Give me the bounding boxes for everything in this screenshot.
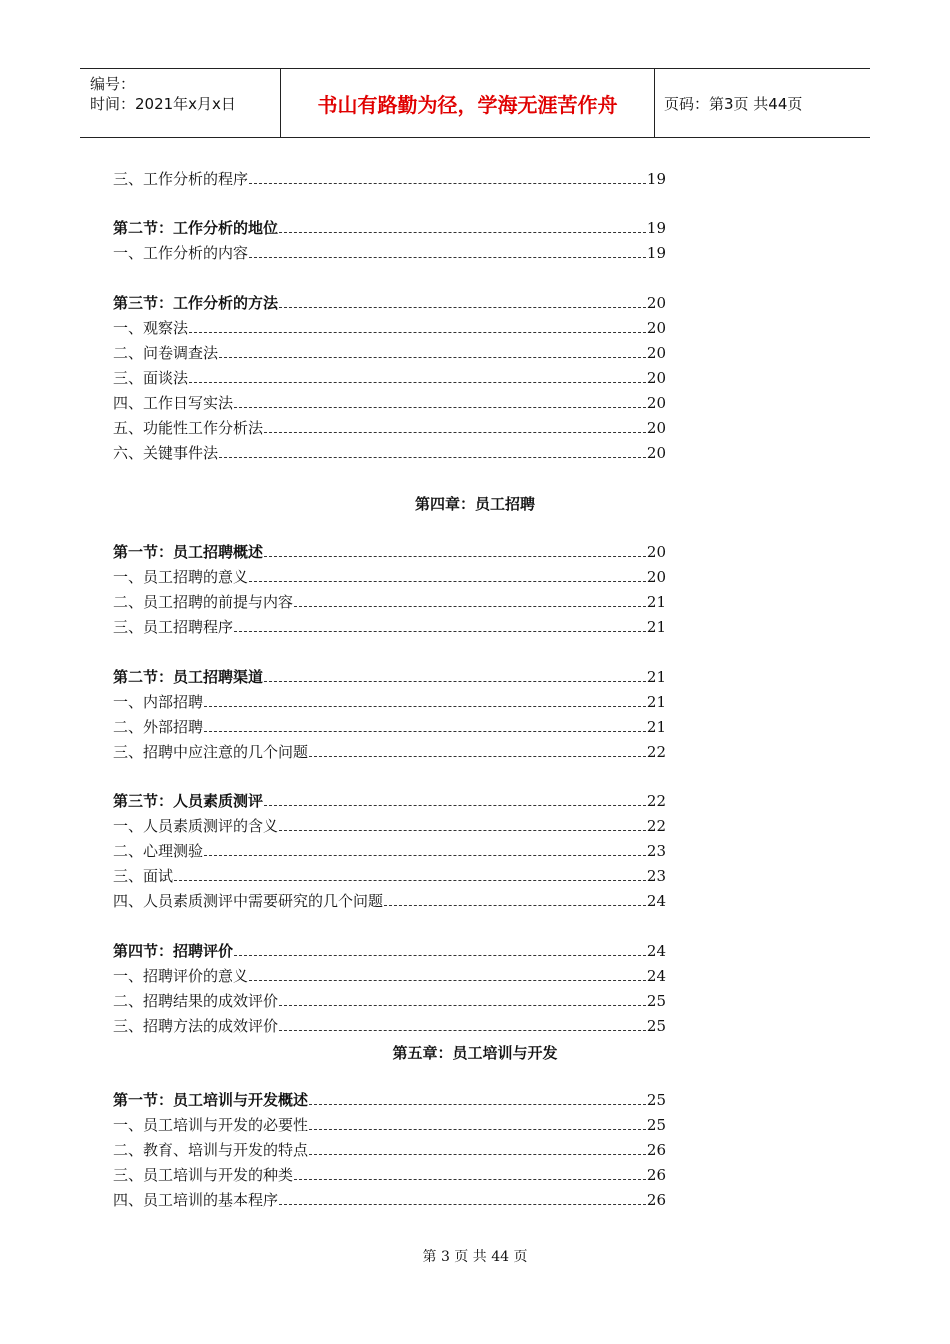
toc-entry-title: 三、面试	[113, 867, 174, 885]
toc-entry-page: 20	[646, 319, 666, 337]
toc-entry-title: 一、人员素质测评的含义	[113, 817, 279, 835]
toc-entry-page: 21	[646, 668, 666, 686]
toc-entry-title: 一、工作分析的内容	[113, 244, 249, 262]
dot-leader	[234, 406, 646, 408]
toc-entry	[113, 342, 666, 364]
toc-entry-page: 21	[646, 618, 666, 636]
toc-entry-page: 19	[646, 219, 666, 237]
dot-leader	[204, 705, 646, 707]
number-label: 编号：	[90, 75, 136, 93]
dot-leader	[264, 431, 646, 433]
toc-entry-page: 20	[646, 369, 666, 387]
toc-entry	[113, 716, 666, 738]
toc-section-entry	[113, 790, 666, 812]
toc-entry-page: 20	[646, 344, 666, 362]
toc-entry-title: 二、教育、培训与开发的特点	[113, 1141, 309, 1159]
toc-entry-page: 22	[646, 817, 666, 835]
toc-entry	[113, 691, 666, 713]
toc-entry-title: 一、内部招聘	[113, 693, 204, 711]
toc-entry-title: 三、员工培训与开发的种类	[113, 1166, 294, 1184]
toc-entry-page: 26	[646, 1166, 666, 1184]
dot-leader	[189, 381, 646, 383]
toc-entry-page: 25	[646, 1017, 666, 1035]
toc-entry-page: 21	[646, 718, 666, 736]
dot-leader	[279, 1029, 646, 1031]
toc-entry-title: 一、观察法	[113, 319, 189, 337]
toc-entry-page: 21	[646, 593, 666, 611]
toc-entry-page: 26	[646, 1141, 666, 1159]
toc-entry	[113, 616, 666, 638]
dot-leader	[264, 680, 646, 682]
dot-leader	[249, 580, 646, 582]
page-footer: 第 3 页 共 44 页	[422, 1249, 528, 1265]
toc-section-entry	[113, 541, 666, 563]
toc-entry	[113, 317, 666, 339]
toc-entry-title: 三、员工招聘程序	[113, 618, 234, 636]
toc-entry-title: 二、心理测验	[113, 842, 204, 860]
dot-leader	[279, 1004, 646, 1006]
toc-entry-page: 23	[646, 867, 666, 885]
toc-entry-title: 一、员工招聘的意义	[113, 568, 249, 586]
toc-entry-page: 25	[646, 992, 666, 1010]
toc-entry-title: 一、员工培训与开发的必要性	[113, 1116, 309, 1134]
dot-leader	[309, 1153, 646, 1155]
toc-entry-page: 24	[646, 967, 666, 985]
dot-leader	[219, 456, 646, 458]
toc-entry-title: 一、招聘评价的意义	[113, 967, 249, 985]
dot-leader	[309, 1128, 646, 1130]
toc-entry-title: 四、人员素质测评中需要研究的几个问题	[113, 892, 384, 910]
header-page-label: 页码：第3页 共44页	[664, 94, 803, 113]
toc-entry-page: 20	[646, 444, 666, 462]
toc-entry-page: 20	[646, 394, 666, 412]
toc-entry-title: 四、员工培训的基本程序	[113, 1191, 279, 1209]
dot-leader	[279, 1203, 646, 1205]
toc-entry	[113, 990, 666, 1012]
header-motto: 书山有路勤为径，学海无涯苦作舟	[280, 69, 655, 137]
dot-leader	[294, 1178, 646, 1180]
dot-leader	[234, 630, 646, 632]
toc-entry-page: 22	[646, 792, 666, 810]
toc-entry-page: 21	[646, 693, 666, 711]
toc-entry-page: 20	[646, 419, 666, 437]
toc-entry	[113, 566, 666, 588]
toc-entry	[113, 1189, 666, 1211]
toc-entry-page: 24	[646, 892, 666, 910]
toc-section-entry	[113, 666, 666, 688]
dot-leader	[264, 555, 646, 557]
toc-entry-page: 25	[646, 1091, 666, 1109]
toc-entry-page: 22	[646, 743, 666, 761]
toc-entry	[113, 840, 666, 862]
toc-entry-page: 25	[646, 1116, 666, 1134]
toc-entry	[113, 168, 666, 190]
toc-entry-page: 20	[646, 568, 666, 586]
toc-entry	[113, 890, 666, 912]
dot-leader	[279, 829, 646, 831]
toc-entry-title: 四、工作日写实法	[113, 394, 234, 412]
toc-entry-title: 第一节：员工培训与开发概述	[113, 1091, 309, 1109]
header-left-cell	[80, 69, 280, 137]
toc-entry-page: 24	[646, 942, 666, 960]
toc-entry	[113, 367, 666, 389]
dot-leader	[174, 879, 646, 881]
toc-entry-title: 第四节：招聘评价	[113, 942, 234, 960]
dot-leader	[219, 356, 646, 358]
toc-section-entry	[113, 1089, 666, 1111]
chapter-heading: 第四章：员工招聘	[414, 495, 535, 513]
toc-entry	[113, 741, 666, 763]
toc-entry	[113, 442, 666, 464]
dot-leader	[264, 804, 646, 806]
toc-entry-page: 23	[646, 842, 666, 860]
toc-entry-title: 第三节：人员素质测评	[113, 792, 264, 810]
toc-entry-page: 26	[646, 1191, 666, 1209]
dot-leader	[279, 306, 646, 308]
dot-leader	[204, 730, 646, 732]
toc-entry	[113, 815, 666, 837]
toc-entry-title: 三、招聘方法的成效评价	[113, 1017, 279, 1035]
dot-leader	[384, 904, 646, 906]
toc-entry-title: 三、招聘中应注意的几个问题	[113, 743, 309, 761]
toc-entry	[113, 965, 666, 987]
toc-entry	[113, 1164, 666, 1186]
toc-entry-title: 第一节：员工招聘概述	[113, 543, 264, 561]
toc-entry-title: 第二节：员工招聘渠道	[113, 668, 264, 686]
toc-entry-title: 六、关键事件法	[113, 444, 219, 462]
dot-leader	[294, 605, 646, 607]
toc-entry-title: 三、工作分析的程序	[113, 170, 249, 188]
date-label: 时间：2021年x月x日	[90, 95, 236, 113]
toc-entry	[113, 591, 666, 613]
dot-leader	[309, 1103, 646, 1105]
toc-entry-title: 二、招聘结果的成效评价	[113, 992, 279, 1010]
toc-section-entry	[113, 940, 666, 962]
toc-entry-page: 19	[646, 170, 666, 188]
toc-entry	[113, 1114, 666, 1136]
dot-leader	[249, 182, 646, 184]
toc-entry-page: 20	[646, 294, 666, 312]
toc-entry-title: 第二节：工作分析的地位	[113, 219, 279, 237]
page-header	[80, 68, 870, 138]
toc-section-entry	[113, 292, 666, 314]
toc-section-entry	[113, 217, 666, 239]
toc-entry-page: 19	[646, 244, 666, 262]
toc-entry	[113, 392, 666, 414]
toc-entry-title: 二、外部招聘	[113, 718, 204, 736]
toc-entry-title: 五、功能性工作分析法	[113, 419, 264, 437]
dot-leader	[249, 256, 646, 258]
dot-leader	[279, 231, 646, 233]
toc-entry	[113, 417, 666, 439]
dot-leader	[234, 954, 646, 956]
toc-entry-page: 20	[646, 543, 666, 561]
dot-leader	[204, 854, 646, 856]
toc-entry-title: 第三节：工作分析的方法	[113, 294, 279, 312]
dot-leader	[249, 979, 646, 981]
chapter-heading: 第五章：员工培训与开发	[392, 1044, 558, 1062]
toc-entry	[113, 1015, 666, 1037]
toc-entry-title: 二、问卷调查法	[113, 344, 219, 362]
toc-entry	[113, 1139, 666, 1161]
dot-leader	[189, 331, 646, 333]
toc-entry-title: 二、员工招聘的前提与内容	[113, 593, 294, 611]
toc-entry-title: 三、面谈法	[113, 369, 189, 387]
toc-entry	[113, 242, 666, 264]
toc-entry	[113, 865, 666, 887]
dot-leader	[309, 755, 646, 757]
